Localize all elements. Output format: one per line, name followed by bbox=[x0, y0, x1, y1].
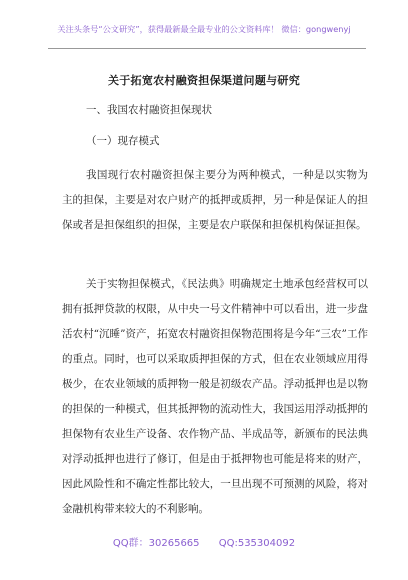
header-divider bbox=[48, 48, 366, 49]
footer-contact bbox=[0, 534, 408, 549]
footer-qq: QQ:535304092 bbox=[218, 538, 296, 549]
subsection-heading: （一）现存模式 bbox=[86, 135, 160, 147]
body-paragraph-2: 关于实物担保模式，《民法典》明确规定土地承包经营权可以拥有抵押贷款的权限，从中央一号文件精神中可以看出，进一步盘活农村“沉睡”资产，拓宽农村融资担保物范围将是今年“三农”工作的重点。同时，也可以采取质押担保的方式，但在农业领域应用得极少，在农业领域的质押物一般是初级农产品。浮动抵押也是以物的担保的一种模式，但其抵押物的流动性大，我国运用浮动抵押的担保物有农业生产设备、农作物产品、半成品等，新颁布的民法典对浮动抵押也进行了修订，但是由于抵押物也可能是将来的财产，因此风险性和不确定性都比较大，一旦出现不可预测的风险，将对金融机构带来较大的不利影响。 bbox=[62, 278, 368, 515]
footer-qq-group: QQ群：30265665 bbox=[112, 538, 200, 549]
section-heading: 一、我国农村融资担保现状 bbox=[86, 104, 212, 116]
body-paragraph-1: 我国现行农村融资担保主要分为两种模式，一种是以实物为主的担保，主要是对农户财产的抵押或质押，另一种是保证人的担保或者是担保组织的担保，主要是农户联保和担保机构保证担保。 bbox=[62, 169, 368, 231]
header-note: 关注头条号“公文研究”，获得最新最全最专业的公文资料库！ 微信：gongwenyj bbox=[57, 24, 351, 34]
document-title: 关于拓宽农村融资担保渠道问题与研究 bbox=[107, 74, 301, 87]
